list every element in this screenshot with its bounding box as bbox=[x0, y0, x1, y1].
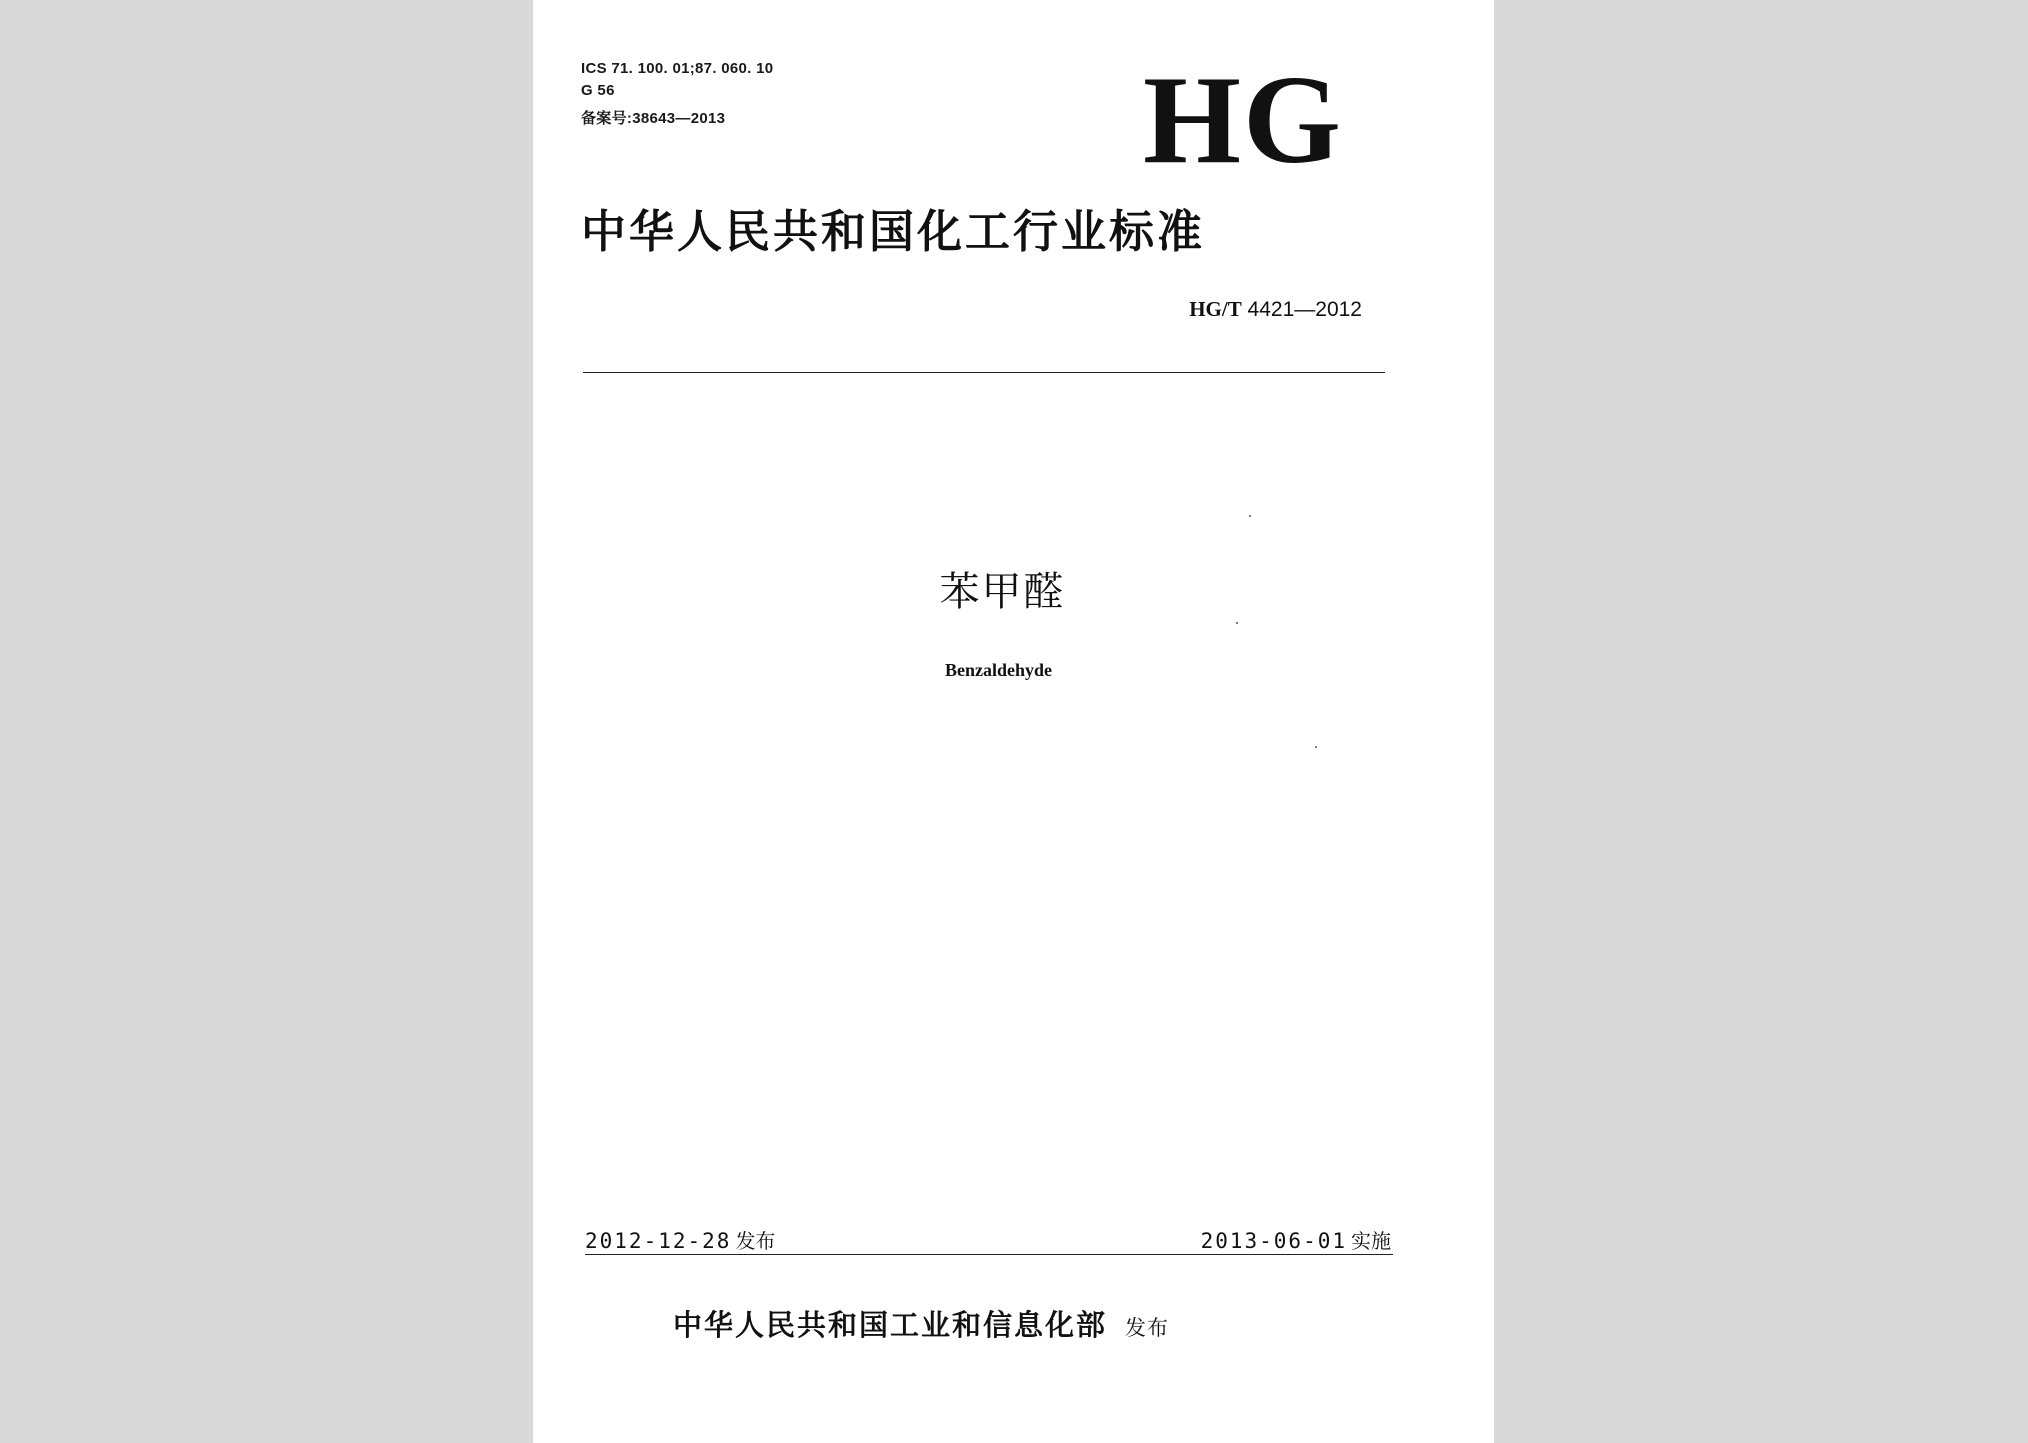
hg-logo: HG bbox=[1143, 51, 1344, 190]
issue-date bbox=[585, 1225, 775, 1254]
standard-number bbox=[1189, 297, 1362, 322]
document-page bbox=[533, 0, 1494, 1443]
publisher-name: 中华人民共和国工业和信息化部 bbox=[673, 1308, 1108, 1342]
implement-date-label: 实施 bbox=[1351, 1229, 1391, 1253]
document-title-en: Benzaldehyde bbox=[944, 660, 1052, 680]
standard-category: 中华人民共和国化工行业标准 bbox=[581, 205, 1206, 258]
implement-date bbox=[1201, 1225, 1391, 1254]
ics-code: ICS 71. 100. 01;87. 060. 10 bbox=[581, 60, 774, 77]
publisher bbox=[673, 1303, 1169, 1344]
record-number: 备案号:38643—2013 bbox=[581, 110, 726, 127]
scan-speck bbox=[1249, 515, 1251, 517]
scan-speck bbox=[1315, 746, 1317, 748]
issue-date-label: 发布 bbox=[735, 1229, 776, 1253]
top-rule bbox=[583, 372, 1385, 373]
ccs-code: G 56 bbox=[581, 82, 615, 99]
issue-date-value: 2012-12-28 bbox=[585, 1229, 732, 1253]
bottom-rule bbox=[585, 1254, 1393, 1255]
document-title-cn: 苯甲醛 bbox=[939, 569, 1066, 615]
standard-number-prefix: HG/T bbox=[1189, 297, 1242, 321]
implement-date-value: 2013-06-01 bbox=[1200, 1229, 1347, 1253]
publisher-label: 发布 bbox=[1125, 1316, 1170, 1340]
scan-speck bbox=[1236, 622, 1238, 624]
standard-number-value: 4421—2012 bbox=[1241, 298, 1362, 321]
